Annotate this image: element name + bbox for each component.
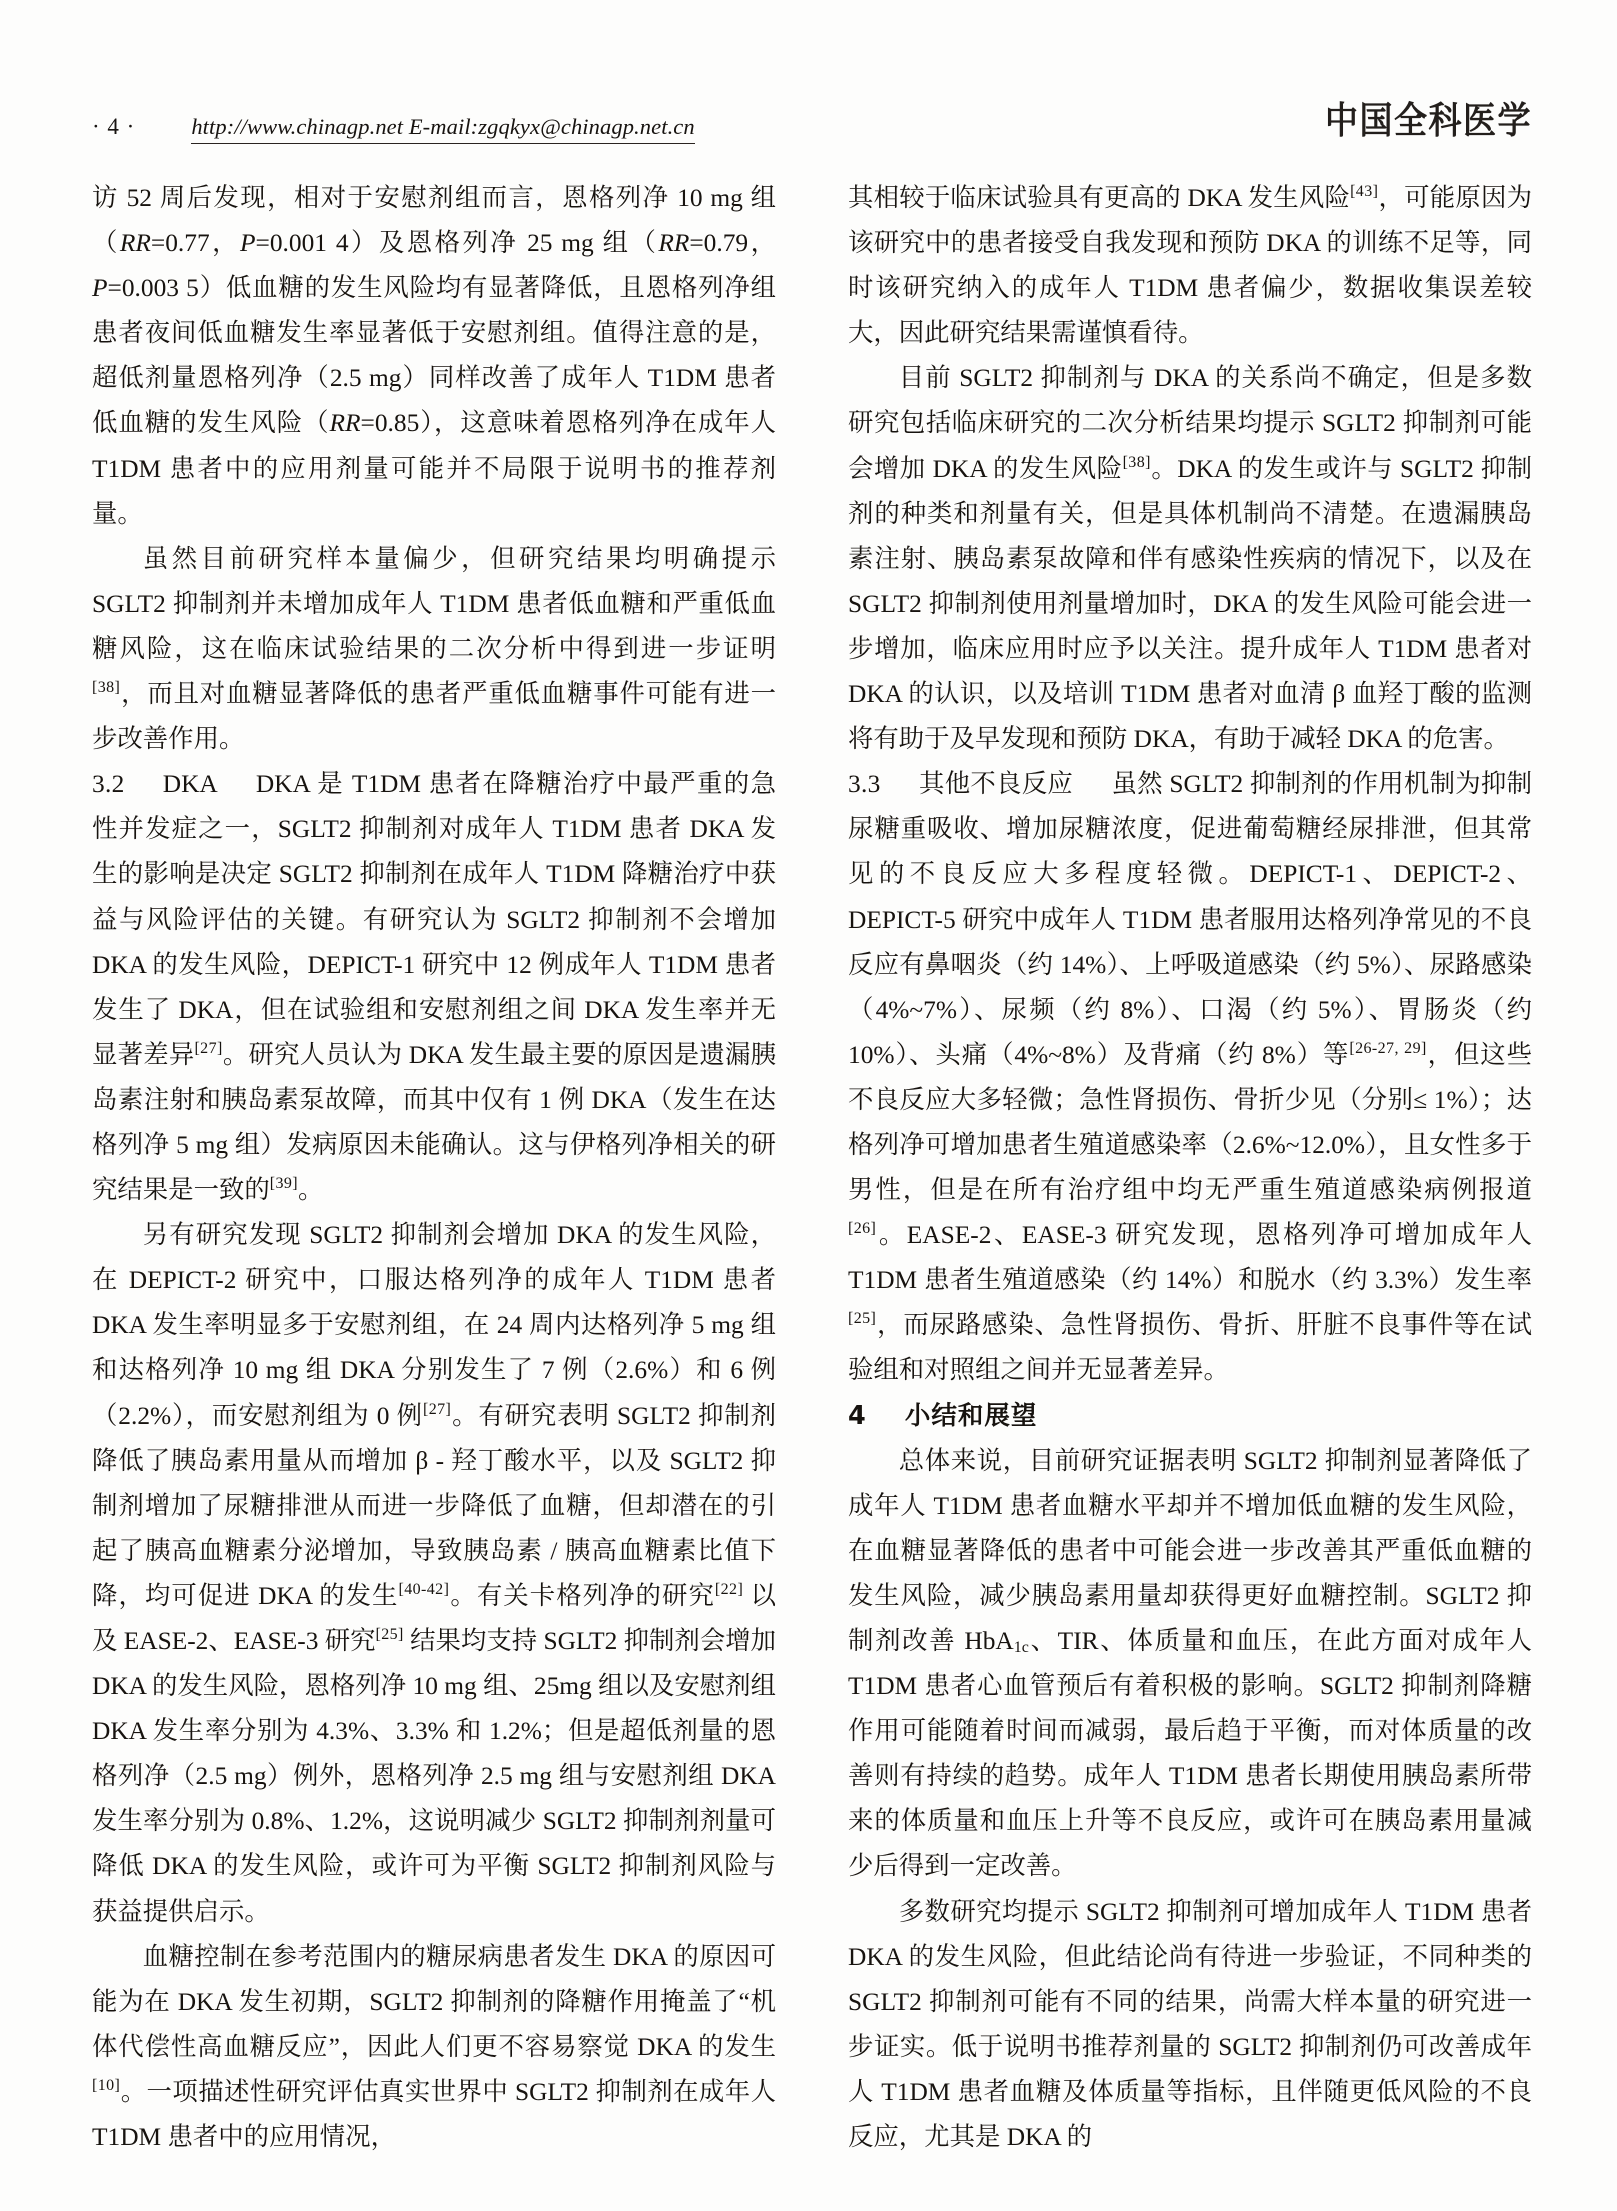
reference-superscript[interactable]: [26-27, 29] — [1349, 1039, 1427, 1057]
reference-superscript[interactable]: [22] — [714, 1581, 744, 1598]
reference-superscript[interactable]: [25] — [375, 1626, 404, 1644]
statistic-symbol: RR — [658, 229, 690, 258]
reference-superscript[interactable]: [39] — [269, 1175, 298, 1193]
running-head-left — [92, 114, 695, 144]
section-number: 3.3 — [848, 770, 881, 799]
body-paragraph: 目前 SGLT2 抑制剂与 DKA 的关系尚不确定，但是多数研究包括临床研究的二次分析结果均提示 SGLT2 抑制剂可能会增加 DKA 的发生风险[38]。DKA 的发生或许与 SGLT2 抑制剂的种类和剂量有关，但是具体机制尚不清楚。在遗漏胰岛素注射、胰岛素泵故障和伴有感染性疾病的情况下，以及在 SGLT2 抑制剂使用剂量增加时，DKA 的发生风险可能会进一步增加，临床应用时应予以关注。提升成年人 T1DM 患者对 DKA 的认识，以及培训 T1DM 患者对血清 β 血羟丁酸的监测将有助于及早发现和预防 DKA，有助于减轻 DKA 的危害。 — [848, 364, 1532, 754]
statistic-symbol: RR — [119, 229, 151, 258]
reference-superscript[interactable]: [27] — [194, 1039, 223, 1057]
reference-superscript[interactable]: [27] — [422, 1400, 452, 1418]
reference-superscript[interactable]: [38] — [1122, 453, 1151, 471]
page-folio: · 4 · — [92, 114, 136, 139]
chemical-subscript: 1c — [1013, 1638, 1029, 1656]
body-paragraph: 访 52 周后发现，相对于安慰剂组而言，恩格列净 10 mg 组（RR=0.77，P=0.001 4）及恩格列净 25 mg 组（RR=0.79，P=0.003 5）低血糖的发生风险均有显著降低，且恩格列净组患者夜间低血糖发生率显著低于安慰剂组。值得注意的是，超低剂量恩格列净（2.5 mg）同样改善了成年人 T1DM 患者低血糖的发生风险（RR=0.85），这意味着恩格列净在成年人 T1DM 患者中的应用剂量可能并不局限于说明书的推荐剂量。 — [92, 184, 777, 528]
right-column — [848, 176, 1532, 2160]
body-paragraph: 虽然目前研究样本量偏少，但研究结果均明确提示 SGLT2 抑制剂并未增加成年人 T1DM 患者低血糖和严重低血糖风险，这在临床试验结果的二次分析中得到进一步证明[38]，而且对血糖显著降低的患者严重低血糖事件可能有进一步改善作用。 — [92, 544, 776, 754]
running-head — [92, 92, 1532, 144]
statistic-symbol: P — [240, 229, 256, 258]
body-paragraph: 总体来说，目前研究证据表明 SGLT2 抑制剂显著降低了成年人 T1DM 患者血糖水平却并不增加低血糖的发生风险，在血糖显著降低的患者中可能会进一步改善其严重低血糖的发生风险，减少胰岛素用量却获得更好血糖控制。SGLT2 抑制剂改善 HbA$_{1c}$、TIR、体质量和血压，在此方面对成年人 T1DM 患者心血管预后有着积极的影响。SGLT2 抑制剂降糖作用可能随着时间而减弱，最后趋于平衡，而对体质量的改善则有持续的趋势。成年人 T1DM 患者长期使用胰岛素所带来的体质量和血压上升等不良反应，或许可在胰岛素用量减少后得到一定改善。 — [848, 1446, 1533, 1881]
reference-superscript[interactable]: [40-42] — [398, 1581, 450, 1598]
section-number: 3.2 — [92, 770, 125, 799]
body-paragraph: 多数研究均提示 SGLT2 抑制剂可增加成年人 T1DM 患者 DKA 的发生风险，但此结论尚有待进一步验证，不同种类的 SGLT2 抑制剂可能有不同的结果，尚需大样本量的研究进一步证实。低于说明书推荐剂量的 SGLT2 抑制剂仍可改善成年人 T1DM 患者血糖及体质量等指标，且伴随更低风险的不良反应，尤其是 DKA 的 — [848, 1897, 1532, 2152]
section-number: 4 — [848, 1400, 867, 1431]
statistic-symbol: RR — [329, 409, 361, 438]
section-heading-4 — [848, 1394, 1532, 1439]
body-paragraph: 3.3 其他不良反应 虽然 SGLT2 抑制剂的作用机制为抑制尿糖重吸收、增加尿糖浓度，促进葡萄糖经尿排泄，但其常见的不良反应大多程度轻微。DEPICT-1、DEPICT-2、DEPICT-5 研究中成年人 T1DM 患者服用达格列净常见的不良反应有鼻咽炎（约 14%）、上呼吸道感染（约 5%）、尿路感染（4%~7%）、尿频（约 8%）、口渴（约 5%）、胃肠炎（约 10%）、头痛（4%~8%）及背痛（约 8%）等[26-27, 29]，但这些不良反应大多轻微；急性肾损伤、骨折少见（分别≤ 1%）；达格列净可增加患者生殖道感染率（2.6%~12.0%），且女性多于男性，但是在所有治疗组中均无严重生殖道感染病例报道[26]。EASE-2、EASE-3 研究发现，恩格列净可增加成年人 T1DM 患者生殖道感染（约 14%）和脱水（约 3.3%）发生率[25]，而尿路感染、急性肾损伤、骨折、肝脏不良事件等在试验组和对照组之间并无显著差异。 — [848, 770, 1533, 1385]
body-paragraph: 血糖控制在参考范围内的糖尿病患者发生 DKA 的原因可能为在 DKA 发生初期，SGLT2 抑制剂的降糖作用掩盖了“机体代偿性高血糖反应”，因此人们更不容易察觉 DKA 的发生[10]。一项描述性研究评估真实世界中 SGLT2 抑制剂在成年人 T1DM 患者中的应用情况， — [92, 1942, 776, 2152]
reference-superscript[interactable]: [10] — [92, 2077, 121, 2095]
reference-superscript[interactable]: [25] — [848, 1310, 877, 1328]
reference-superscript[interactable]: [38] — [92, 679, 121, 697]
journal-title-logo: 中国全科医学 — [1325, 98, 1532, 142]
reference-superscript[interactable]: [43] — [1350, 183, 1379, 201]
body-paragraph: 另有研究发现 SGLT2 抑制剂会增加 DKA 的发生风险，在 DEPICT-2 研究中，口服达格列净的成年人 T1DM 患者 DKA 发生率明显多于安慰剂组，在 24 周内达格列净 5 mg 组和达格列净 10 mg 组 DKA 分别发生了 7 例（2.6%）和 6 例（2.2%），而安慰剂组为 0 例[27]。有研究表明 SGLT2 抑制剂降低了胰岛素用量从而增加 β - 羟丁酸水平，以及 SGLT2 抑制剂增加了尿糖排泄从而进一步降低了血糖，但却潜在的引起了胰高血糖素分泌增加，导致胰岛素 / 胰高血糖素比值下降，均可促进 DKA 的发生[40-42]。有关卡格列净的研究[22] 以及 EASE-2、EASE-3 研究[25] 结果均支持 SGLT2 抑制剂会增加 DKA 的发生风险，恩格列净 10 mg 组、25mg 组以及安慰剂组 DKA 发生率分别为 4.3%、3.3% 和 1.2%；但是超低剂量的恩格列净（2.5 mg）例外，恩格列净 2.5 mg 组与安慰剂组 DKA 发生率分别为 0.8%、1.2%，这说明减少 SGLT2 抑制剂剂量可降低 DKA 的发生风险，或许可为平衡 SGLT2 抑制剂风险与获益提供启示。 — [92, 1221, 776, 1926]
left-column — [92, 176, 776, 2160]
body-paragraph: 其相较于临床试验具有更高的 DKA 发生风险[43]，可能原因为该研究中的患者接受自我发现和预防 DKA 的训练不足等，同时该研究纳入的成年人 T1DM 患者偏少，数据收集误差较大，因此研究结果需谨慎看待。 — [848, 183, 1532, 348]
body-columns — [92, 176, 1532, 2160]
statistic-symbol: P — [92, 274, 108, 303]
body-paragraph: 3.2 DKA DKA 是 T1DM 患者在降糖治疗中最严重的急性并发症之一，SGLT2 抑制剂对成年人 T1DM 患者 DKA 发生的影响是决定 SGLT2 抑制剂在成年人 T1DM 降糖治疗中获益与风险评估的关键。有研究认为 SGLT2 抑制剂不会增加 DKA 的发生风险，DEPICT-1 研究中 12 例成年人 T1DM 患者发生了 DKA，但在试验组和安慰剂组之间 DKA 发生率并无显著差异[27]。研究人员认为 DKA 发生最主要的原因是遗漏胰岛素注射和胰岛素泵故障，而其中仅有 1 例 DKA（发生在达格列净 5 mg 组）发病原因未能确认。这与伊格列净相关的研究结果是一致的[39]。 — [92, 770, 776, 1205]
journal-url-line[interactable]: http://www.chinagp.net E-mail:zgqkyx@chinagp.net.cn — [191, 114, 694, 144]
reference-superscript[interactable]: [26] — [848, 1220, 877, 1238]
section-title: 小结和展望 — [904, 1400, 1038, 1431]
